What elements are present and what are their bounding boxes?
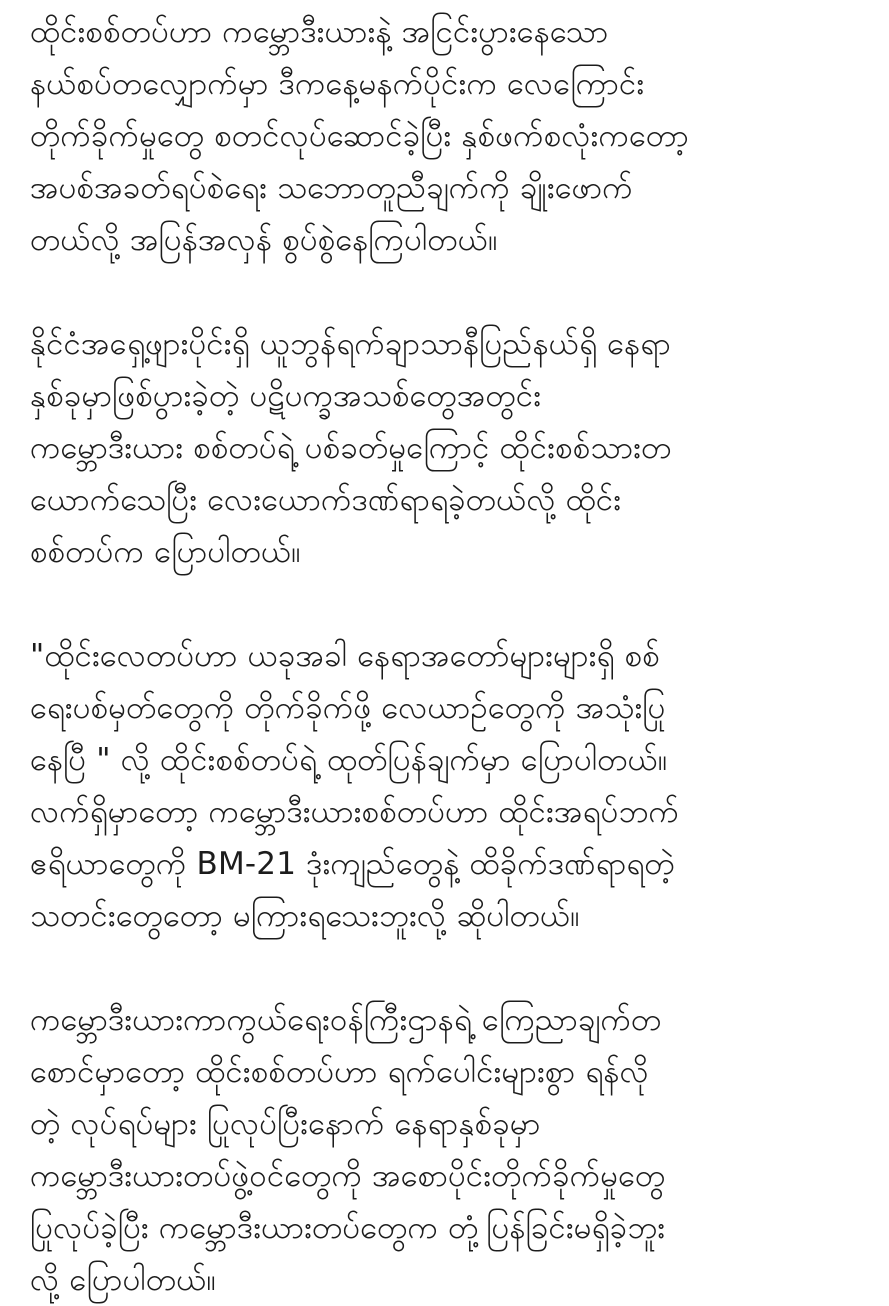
text-line: ထိုင်းစစ်တပ်ဟာ ကမ္ဘောဒီးယားနဲ့ အငြင်းပွားနေသော bbox=[30, 14, 609, 50]
text-line: "ထိုင်းလေတပ်ဟာ ယခုအခါ နေရာအတော်များများရှိ စစ် bbox=[30, 638, 660, 674]
text-line: ကမ္ဘောဒီးယားကာကွယ်ရေးဝန်ကြီးဌာနရဲ့ ကြေညာချက်တ bbox=[30, 1002, 662, 1038]
text-line: စစ်တပ်က ပြောပါတယ်။ bbox=[30, 534, 301, 570]
text-line: တိုက်ခိုက်မှုတွေ စတင်လုပ်ဆောင်ခဲ့ပြီး နှစ်ဖက်စလုံးကတော့ bbox=[30, 118, 689, 154]
text-line: သတင်းတွေတော့ မကြားရသေးဘူးလို့ ဆိုပါတယ်။ bbox=[30, 898, 580, 934]
text-line: အပစ်အခတ်ရပ်စဲရေး သဘောတူညီချက်ကို ချိုးဖောက် bbox=[30, 170, 633, 206]
text-line: စောင်မှာတော့ ထိုင်းစစ်တပ်ဟာ ရက်ပေါင်းများစွာ ရန်လို bbox=[30, 1054, 649, 1090]
text-line: ရေးပစ်မှတ်တွေကို တိုက်ခိုက်ဖို့ လေယာဉ်တွေကို အသုံးပြု bbox=[30, 690, 666, 726]
text-line: ဧရိယာတွေကို BM-21 ဒုံးကျည်တွေနဲ့ ထိခိုက်ဒဏ်ရာရတဲ့ bbox=[30, 846, 675, 882]
paragraph-4 bbox=[30, 994, 870, 1306]
text-line: ပြုလုပ်ခဲ့ပြီး ကမ္ဘောဒီးယားတပ်တွေက တုံ့ပြန်ခြင်းမရှိခဲ့ဘူး bbox=[30, 1210, 666, 1246]
text-line: တဲ့ လုပ်ရပ်များ ပြုလုပ်ပြီးနောက် နေရာနှစ်ခုမှာ bbox=[30, 1106, 541, 1142]
text-line: နေပြီ " လို့ ထိုင်းစစ်တပ်ရဲ့ ထုတ်ပြန်ချက်မှာ ပြောပါတယ်။ bbox=[30, 742, 668, 778]
text-line: လက်ရှိမှာတော့ ကမ္ဘောဒီးယားစစ်တပ်ဟာ ထိုင်းအရပ်ဘက် bbox=[30, 794, 680, 830]
text-line: ကမ္ဘောဒီးယားတပ်ဖွဲ့ဝင်တွေကို အစောပိုင်းတိုက်ခိုက်မှုတွေ bbox=[30, 1158, 666, 1194]
text-line: ကမ္ဘောဒီးယား စစ်တပ်ရဲ့ ပစ်ခတ်မှုကြောင့် ထိုင်းစစ်သားတ bbox=[30, 430, 672, 466]
text-line: နိုင်ငံအရှေ့ဖျားပိုင်းရှိ ယူဘွန်ရက်ချာသာနီပြည်နယ်ရှိ နေရာ bbox=[30, 326, 671, 362]
text-line: နယ်စပ်တလျှောက်မှာ ဒီကနေ့မနက်ပိုင်းက လေကြောင်း bbox=[30, 66, 645, 102]
text-line: လို့ ပြောပါတယ်။ bbox=[30, 1262, 217, 1298]
text-line: နှစ်ခုမှာဖြစ်ပွားခဲ့တဲ့ ပဋိပက္ခအသစ်တွေအတွင်း bbox=[30, 378, 542, 414]
article-body bbox=[30, 6, 870, 1306]
paragraph-2 bbox=[30, 318, 870, 578]
text-line: ယောက်သေပြီး လေးယောက်ဒဏ်ရာရခဲ့တယ်လို့ ထိုင်း bbox=[30, 482, 622, 518]
paragraph-1 bbox=[30, 6, 870, 266]
paragraph-3 bbox=[30, 630, 870, 942]
text-line: တယ်လို့ အပြန်အလှန် စွပ်စွဲနေကြပါတယ်။ bbox=[30, 222, 498, 258]
